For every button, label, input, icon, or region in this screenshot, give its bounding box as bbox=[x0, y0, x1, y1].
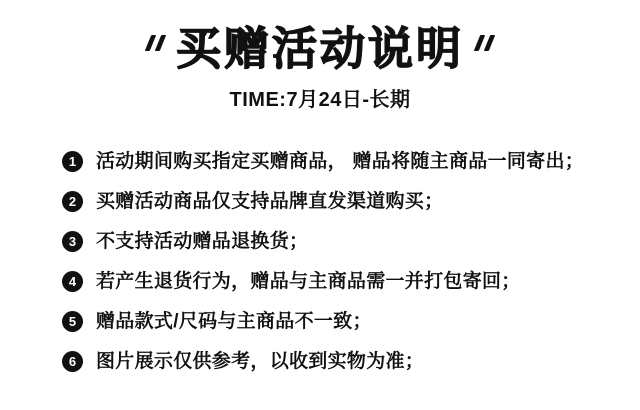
rule-text: 不支持活动赠品退换货； bbox=[96, 231, 309, 252]
rule-number-badge: 2 bbox=[62, 191, 83, 212]
header bbox=[0, 0, 640, 112]
quote-close-icon bbox=[477, 35, 492, 51]
rule-number-badge: 6 bbox=[62, 351, 83, 372]
rule-text: 买赠活动商品仅支持品牌直发渠道购买； bbox=[96, 191, 444, 212]
page-title: 买赠活动说明 bbox=[175, 23, 464, 74]
list-item bbox=[62, 190, 610, 213]
time-subtitle: TIME:7月24日-长期 bbox=[229, 89, 411, 111]
rule-text: 若产生退货行为，赠品与主商品需一并打包寄回； bbox=[96, 271, 521, 292]
list-item bbox=[62, 150, 610, 173]
rules-list bbox=[0, 150, 640, 373]
list-item bbox=[62, 270, 610, 293]
rule-number-badge: 1 bbox=[62, 151, 83, 172]
rule-number-badge: 5 bbox=[62, 311, 83, 332]
rule-text: 图片展示仅供参考，以收到实物为准； bbox=[96, 351, 425, 372]
quote-open-icon bbox=[148, 35, 163, 51]
rule-number-badge: 3 bbox=[62, 231, 83, 252]
list-item bbox=[62, 310, 610, 333]
rule-number-badge: 4 bbox=[62, 271, 83, 292]
rule-text: 活动期间购买指定买赠商品， 赠品将随主商品一同寄出； bbox=[96, 151, 585, 172]
list-item bbox=[62, 350, 610, 373]
title-row bbox=[0, 22, 640, 76]
list-item bbox=[62, 230, 610, 253]
rule-text: 赠品款式/尺码与主商品不一致； bbox=[96, 311, 372, 332]
